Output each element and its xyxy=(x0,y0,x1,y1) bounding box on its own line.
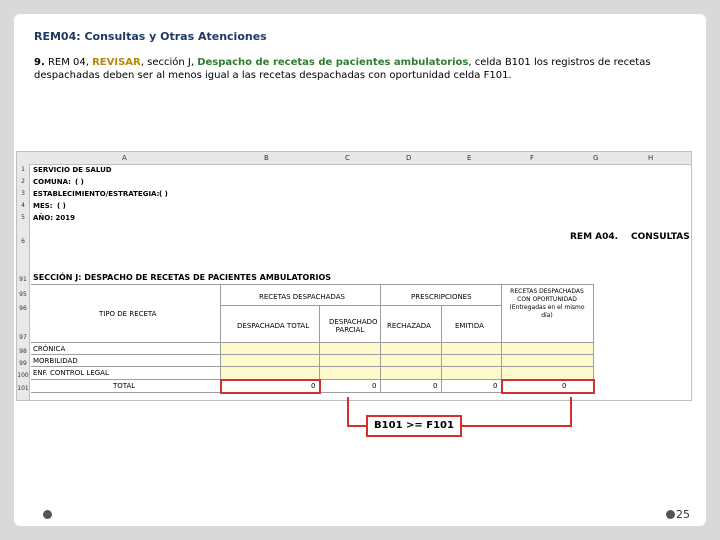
row-number: 5 xyxy=(21,214,25,221)
row-number: 96 xyxy=(19,305,27,312)
revisar-keyword: REVISAR xyxy=(92,57,141,68)
item-text-2: , sección J, xyxy=(140,57,198,68)
instruction-item xyxy=(34,56,674,82)
prescripciones-header: PRESCRIPCIONES xyxy=(411,293,472,301)
anio-label: AÑO: 2019 xyxy=(33,214,75,222)
slide xyxy=(14,14,706,526)
connector-right-vertical xyxy=(570,397,572,427)
page-number: 25 xyxy=(676,508,690,521)
row-number: 100 xyxy=(17,372,29,379)
row-number: 99 xyxy=(19,360,27,367)
establecimiento-value: ( ) xyxy=(159,190,168,198)
row-number: 2 xyxy=(21,178,25,185)
col-g: G xyxy=(593,154,599,162)
column-header-bar xyxy=(17,152,691,165)
rechazada-header: RECHAZADA xyxy=(387,322,431,330)
highlight-b101 xyxy=(220,379,321,394)
servicio-label: SERVICIO DE SALUD xyxy=(33,166,112,174)
highlight-f101 xyxy=(501,379,595,394)
row-number: 97 xyxy=(19,334,27,341)
col-h: H xyxy=(648,154,654,162)
row-label-morbilidad: MORBILIDAD xyxy=(33,357,78,365)
row-number: 1 xyxy=(21,166,25,173)
row-number: 91 xyxy=(19,276,27,283)
comuna-value: ( ) xyxy=(75,178,84,186)
col-e: E xyxy=(467,154,472,162)
row-number: 95 xyxy=(19,291,27,298)
total-d101: 0 xyxy=(433,382,438,390)
bullet-dot-left xyxy=(43,510,52,519)
total-b101: 0 xyxy=(311,382,316,390)
row-label-control-legal: ENF. CONTROL LEGAL xyxy=(33,369,109,377)
row-header-bar xyxy=(17,164,30,400)
connector-left-horizontal xyxy=(347,425,368,427)
slide-title: REM04: Consultas y Otras Atenciones xyxy=(34,30,267,43)
rem-title: REM A04. xyxy=(570,232,619,242)
mes-label: MES: xyxy=(33,202,53,210)
col-a: A xyxy=(122,154,127,162)
rem-subtitle: CONSULTAS xyxy=(631,232,690,242)
spreadsheet xyxy=(16,151,692,401)
establecimiento-label: ESTABLECIMIENTO/ESTRATEGIA: xyxy=(33,190,160,198)
input-cells-b-e xyxy=(220,342,501,379)
total-c101: 0 xyxy=(372,382,377,390)
item-text-1: REM 04, xyxy=(44,57,93,68)
bullet-dot-right xyxy=(666,510,675,519)
emitida-header: EMITIDA xyxy=(455,322,484,330)
section-title: SECCIÓN J: DESPACHO DE RECETAS DE PACIENTES AMBULATORIOS xyxy=(33,273,332,282)
row-number: 98 xyxy=(19,348,27,355)
input-cells-f xyxy=(501,342,593,379)
oportunidad-header: RECETAS DESPACHADAS CON OPORTUNIDAD (Entregadas en el mismo día) xyxy=(509,288,585,319)
col-f: F xyxy=(530,154,535,162)
comuna-label: COMUNA: xyxy=(33,178,71,186)
despacho-keyword: Despacho de recetas de pacientes ambulatorios xyxy=(197,57,469,68)
row-number: 4 xyxy=(21,202,25,209)
row-number: 101 xyxy=(17,385,29,392)
row-label-cronica: CRÓNICA xyxy=(33,345,66,353)
col-c: C xyxy=(345,154,350,162)
row-number: 3 xyxy=(21,190,25,197)
despacho-parcial-header: DESPACHADO PARCIAL xyxy=(329,318,378,334)
total-e101: 0 xyxy=(493,382,498,390)
tipo-receta-header: TIPO DE RECETA xyxy=(99,310,157,318)
row-number: 6 xyxy=(21,238,25,245)
item-number: 9. xyxy=(34,57,45,68)
col-d: D xyxy=(406,154,412,162)
total-f101: 0 xyxy=(562,382,567,390)
col-b: B xyxy=(264,154,269,162)
connector-left-vertical xyxy=(347,397,349,427)
despachada-total-header: DESPACHADA TOTAL xyxy=(237,322,310,330)
mes-value: ( ) xyxy=(57,202,66,210)
total-label: TOTAL xyxy=(113,382,136,390)
recetas-despachadas-header: RECETAS DESPACHADAS xyxy=(259,293,345,301)
connector-right-horizontal xyxy=(460,425,572,427)
rule-label: B101 >= F101 xyxy=(366,415,462,437)
item-text-3: , celda B101 los registros de recetas despachadas deben ser al menos igual a las recetas despachadas con oportunidad celda F101. xyxy=(34,57,651,81)
